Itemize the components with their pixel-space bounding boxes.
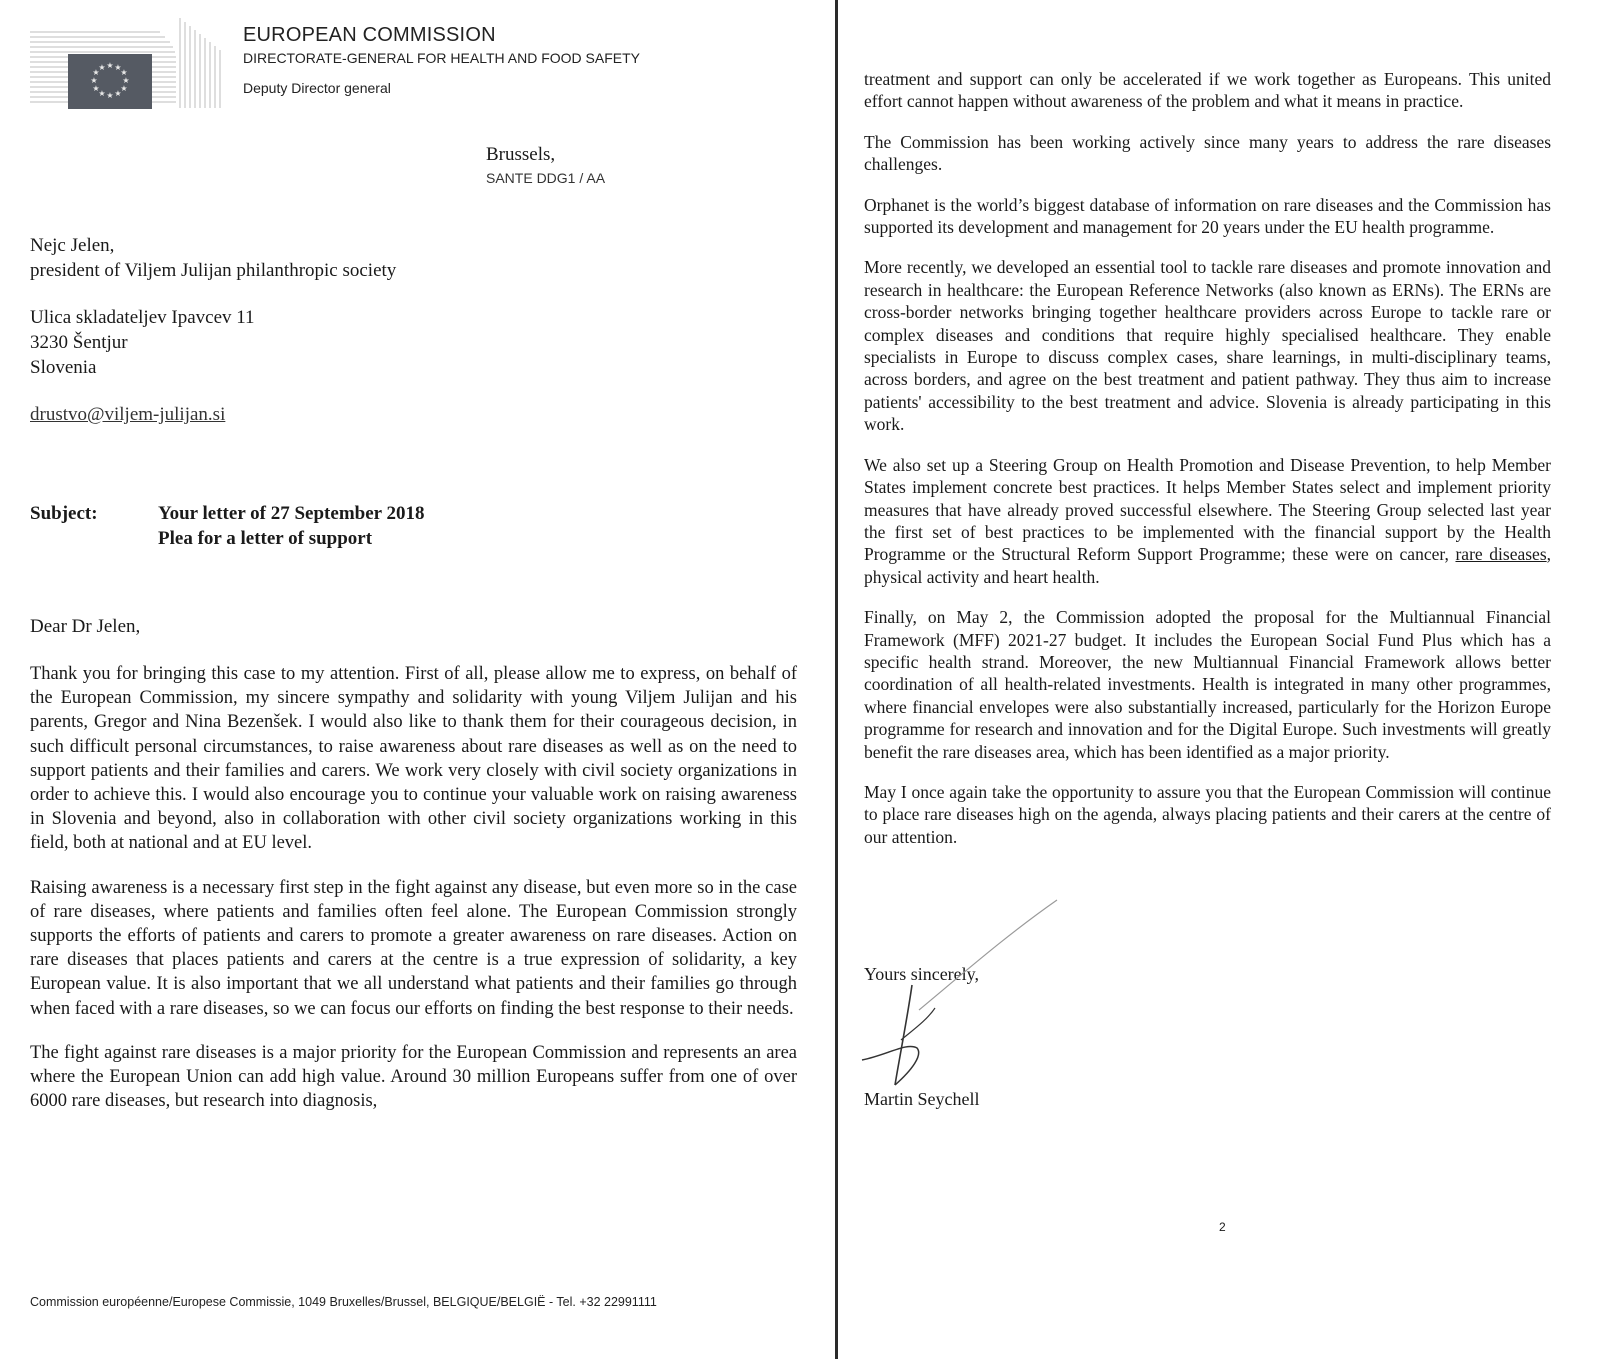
body-paragraph: May I once again take the opportunity to assure you that the European Commission will continue to place rare diseases high on the agenda, always placing patients and their carers at the centre of our attention. [864, 781, 1551, 847]
body-paragraph: Orphanet is the world’s biggest database of information on rare diseases and the Commission has supported its development and management for 20 years under the EU health programme. [864, 194, 1551, 238]
addressee-name: Nejc Jelen, [30, 235, 115, 256]
salutation: Dear Dr Jelen, [30, 616, 141, 637]
svg-text:★: ★ [92, 68, 100, 77]
letterhead [243, 24, 640, 96]
signer-name: Martin Seychell [864, 1089, 980, 1109]
body-paragraph: treatment and support can only be accelerated if we work together as Europeans. This united effort cannot happen without awareness of the problem and what it means in practice. [864, 69, 1551, 112]
organization-name: EUROPEAN COMMISSION [243, 24, 496, 46]
subject-line-1: Your letter of 27 September 2018 [158, 503, 425, 524]
body-paragraph: The fight against rare diseases is a major priority for the European Commission and represents an area where the European Union can add high value. Around 30 million Europeans suffer from one of over 6000 rare diseases, but research into diagnosis, [30, 1042, 797, 1112]
svg-text:★: ★ [98, 89, 106, 98]
body-paragraph: More recently, we developed an essential tool to tackle rare diseases and promote innovation and research in healthcare: the European Reference Networks (also known as ERNs). The ERNs are cross-border networks bringing together healthcare providers across Europe to tackle rare or complex diseases and conditions that require highly specialised healthcare. They enable specialists in Europe to discuss complex cases, share learnings, in multi-disciplinary teams, across borders, and agree on the best treatment and patient pathway. They thus aim to increase patients' accessibility to the best treatment and advice. Slovenia is already participating in this work. [864, 257, 1551, 435]
closing: Yours sincerely, [864, 964, 979, 984]
place-city: Brussels, [486, 144, 556, 165]
addressee-city: 3230 Šentjur [30, 332, 128, 353]
addressee-block [30, 233, 396, 427]
page-footer: Commission européenne/Europese Commissie, 1049 Bruxelles/Brussel, BELGIQUE/BELGIË - Tel. +32 22991111 [30, 1295, 657, 1309]
addressee-title: president of Viljem Julijan philanthropic society [30, 260, 397, 281]
body-paragraph: Raising awareness is a necessary first step in the fight against any disease, but even more so in the case of rare diseases, where patients and families often feel alone. The European Commission strongly supports the efforts of patients and carers to promote a greater awareness on rare diseases. Action on rare diseases that places patients and carers at the centre is a true expression of solidarity, a key European value. It is also important that we all understand what patients and their families go through when faced with a rare diseases, so we can focus our efforts on finding the best response to their needs. [30, 877, 797, 1019]
european-commission-logo [30, 18, 226, 112]
subject-label: Subject: [30, 503, 98, 524]
svg-text:★: ★ [90, 76, 98, 85]
svg-text:★: ★ [114, 63, 122, 72]
addressee-email-link[interactable]: drustvo@viljem-julijan.si [30, 404, 226, 425]
addressee-street: Ulica skladateljev Ipavcev 11 [30, 307, 255, 328]
page-number: 2 [1219, 1220, 1226, 1234]
svg-text:★: ★ [98, 63, 106, 72]
svg-text:★: ★ [92, 84, 100, 93]
directorate-name: DIRECTORATE-GENERAL FOR HEALTH AND FOOD SAFETY [243, 50, 640, 66]
addressee-country: Slovenia [30, 357, 97, 378]
reference-code: SANTE DDG1 / AA [486, 170, 606, 186]
body-paragraph: The Commission has been working actively since many years to address the rare diseases challenges. [864, 131, 1551, 175]
body-paragraph: Thank you for bringing this case to my attention. First of all, please allow me to express, on behalf of the European Commission, my sincere sympathy and solidarity with young Viljem Julijan and his parents, Gregor and Nina Bezenšek. I would also like to thank them for their courageous decision, in such difficult personal circumstances, to raise awareness about rare diseases as well as on the need to support patients and their families and carers. We work very closely with civil society organizations in order to achieve this. I would also encourage you to continue your valuable work on raising awareness in Slovenia and beyond, also in collaboration with other civil society organizations working in this field, both at national and at EU level. [30, 664, 797, 854]
letter-body-page-1 [30, 662, 797, 1133]
svg-text:★: ★ [106, 61, 114, 70]
body-paragraph: Finally, on May 2, the Commission adopted the proposal for the Multiannual Financial Framework (MFF) 2021-27 budget. It includes the European Social Fund Plus which has a specific health strand. Moreover, the new Multiannual Financial Framework allows better coordination of all health-related investments. Health is integrated in many other programmes, where financial envelopes were also substantially increased, particularly for the Horizon Europe programme for research and innovation and for the Digital Europe. Such investments will greatly benefit the rare diseases area, which has been identified as a major priority. [864, 607, 1551, 762]
body-text: We also set up a Steering Group on Health Promotion and Disease Prevention, to help Member States implement concrete best practices. It helps Member States select and implement priority measures that have already proved successful elsewhere. The Steering Group selected last year the first set of best practices to be implemented with the financial support by the Health Programme or the Structural Reform Support Programme; these were on cancer, [864, 454, 1551, 565]
svg-text:★: ★ [120, 68, 128, 77]
body-text: , physical activity and heart health. [864, 544, 1552, 587]
letter-page-2 [839, 0, 1600, 1359]
rare-diseases-link[interactable]: rare diseases [1455, 544, 1547, 565]
body-paragraph [864, 454, 1551, 588]
letter-body-page-2 [864, 68, 1551, 866]
subject-line-2: Plea for a letter of support [158, 528, 373, 549]
handwritten-signature [857, 880, 1097, 1120]
page-divider [835, 0, 838, 1359]
svg-text:★: ★ [122, 76, 130, 85]
svg-text:★: ★ [120, 84, 128, 93]
svg-text:★: ★ [114, 89, 122, 98]
place-block [486, 144, 605, 186]
sender-role: Deputy Director general [243, 80, 391, 96]
svg-text:★: ★ [106, 91, 114, 100]
